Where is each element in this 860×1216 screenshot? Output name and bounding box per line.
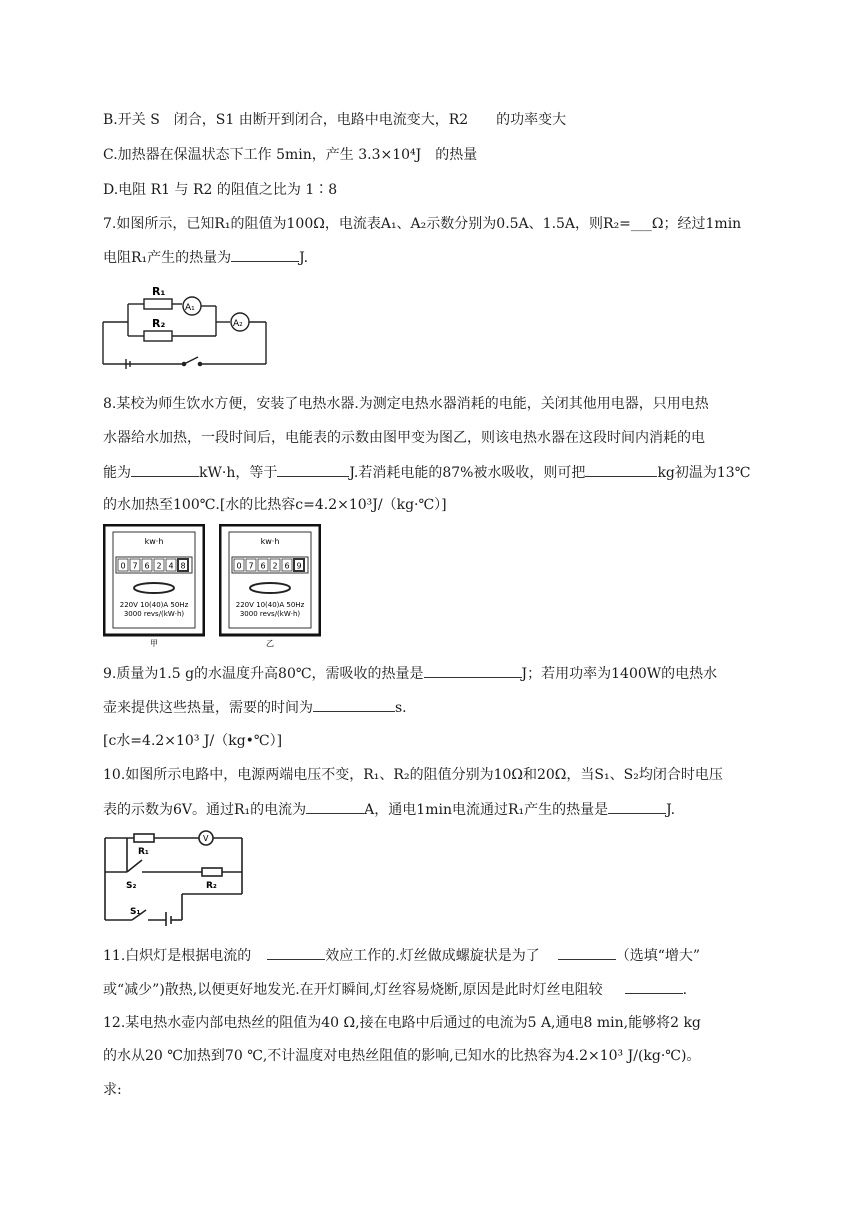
q10-s1-label: S₁ [130,907,141,917]
q8-blank-2 [277,462,349,477]
meter-digit: 8 [180,561,186,571]
q11-blank-3 [625,979,683,994]
q9-blank-2 [313,697,395,712]
meter-a [103,524,205,648]
q9-blank-1 [424,663,522,678]
q8-line3 [103,462,750,483]
option-b: B.开关 S 闭合，S1 由断开到闭合，电路中电流变大，R2 的功率变大 [103,112,567,128]
meter-a-spec2: 3000 revs/(kW·h) [123,610,185,618]
q11-text-d: 或“减少”)散热,以便更好地发光.在开灯瞬间,灯丝容易烧断,原因是此时灯丝电阻较 [103,982,603,998]
q10-r1-label: R₁ [138,847,149,857]
q7-answer-blank [231,247,299,262]
q9-line1 [103,663,717,684]
meter-digit: 2 [272,561,278,571]
q8-blank-1 [131,462,199,477]
q8-text-b: kW·h，等于 [199,465,278,481]
q7-r1-label: R₁ [152,285,166,298]
q8-text-c: J.若消耗电能的87%被水吸收，则可把 [349,465,586,481]
q8-text-a: 能为 [103,465,131,481]
meter-digit: 7 [248,561,254,571]
q10-text-b: A，通电1min电流通过R₁产生的热量是 [364,802,609,818]
meter-digit: 7 [132,561,138,571]
q7-circuit-diagram [100,282,270,370]
q9-line3: [c水=4.2×10³ J/（kg•℃）] [103,733,283,749]
q10-s2-label: S₂ [126,881,137,891]
q8-line2: 水器给水加热，一段时间后，电能表的示数由图甲变为图乙，则该电热水器在这段时间内消耗的电 [103,430,705,446]
q7-text: 电阻R₁产生的热量为 [103,250,232,266]
q7-a1-label: A₁ [185,303,195,313]
q7-line2 [103,247,308,268]
meter-b [219,524,321,648]
q10-line1: 10.如图所示电路中，电源两端电压不变，R₁、R₂的阻值分别为10Ω和20Ω，当S₁、S₂均闭合时电压 [103,767,723,783]
q7-r2-label: R₂ [152,317,166,330]
meter-b-unit: kw·h [260,537,280,546]
q10-circuit-diagram [102,830,247,926]
q11-line1 [103,945,700,966]
q9-text-c: 壶来提供这些热量，需要的时间为 [103,700,313,716]
q9-text-b: J；若用功率为1400W的电热水 [521,666,718,682]
q10-blank-2 [608,799,666,814]
q7-a2-label: A₂ [233,319,243,329]
q11-text-e: . [682,982,688,998]
option-c: C.加热器在保温状态下工作 5min，产生 3.3×10⁴J 的热量 [103,147,478,163]
q7-line1: 7.如图所示，已知R₁的阻值为100Ω，电流表A₁、A₂示数分别为0.5A、1.5A，则R₂=___Ω；经过1min [103,216,742,232]
meter-b-caption: 乙 [266,639,274,648]
q11-text-b: 效应工作的.灯丝做成螺旋状是为了 [325,948,540,964]
q11-blank-1 [267,945,325,960]
q11-line2 [103,979,687,1000]
meter-b-spec1: 220V 10(40)A 50Hz [235,601,305,609]
q11-text-c: （选填“增大” [615,948,701,964]
meter-a-spec1: 220V 10(40)A 50Hz [119,601,189,609]
meter-digit: 0 [236,561,242,571]
q8-blank-3 [585,462,657,477]
q10-text-a: 表的示数为6V。通过R₁的电流为 [103,802,307,818]
meter-a-caption: 甲 [150,639,158,648]
meter-a-unit: kw·h [144,537,164,546]
q12-line2: 的水从20 ℃加热到70 ℃,不计温度对电热丝阻值的影响,已知水的比热容为4.2×10³ J/(kg·℃)。 [103,1048,701,1064]
q12-line3: 求: [103,1082,122,1098]
q8-line1: 8.某校为师生饮水方便，安装了电热水器.为测定电热水器消耗的电能，关闭其他用电器，只用电热 [103,396,709,412]
q10-voltmeter-label: V [203,834,209,843]
q8-line4: 的水加热至100℃.[水的比热容c=4.2×10³J/（kg·℃）] [103,497,447,513]
option-d: D.电阻 R1 与 R2 的阻值之比为 1∶8 [103,182,338,198]
meter-digit: 6 [144,561,150,571]
q11-blank-2 [558,945,616,960]
q9-text-d: s. [395,700,407,716]
meter-b-spec2: 3000 revs/(kW·h) [239,610,301,618]
q10-r2-label: R₂ [206,881,217,891]
q9-text-a: 9.质量为1.5 g的水温度升高80℃，需吸收的热量是 [103,666,424,682]
q9-line2 [103,697,407,718]
meter-digit: 9 [296,561,302,571]
q8-text-d: kg初温为13℃ [657,465,751,481]
meter-digit: 4 [168,561,174,571]
q11-text-a: 11.白炽灯是根据电流的 [103,948,252,964]
q10-line2 [103,799,675,820]
meter-digit: 2 [156,561,162,571]
q10-blank-1 [306,799,364,814]
q12-line1: 12.某电热水壶内部电热丝的阻值为40 Ω,接在电路中后通过的电流为5 A,通电8 min,能够将2 kg [103,1015,701,1031]
q7-unit: J. [299,250,309,266]
meter-digit: 6 [260,561,266,571]
q10-text-c: J. [666,802,676,818]
meter-digit: 0 [120,561,126,571]
meter-digit: 6 [284,561,290,571]
